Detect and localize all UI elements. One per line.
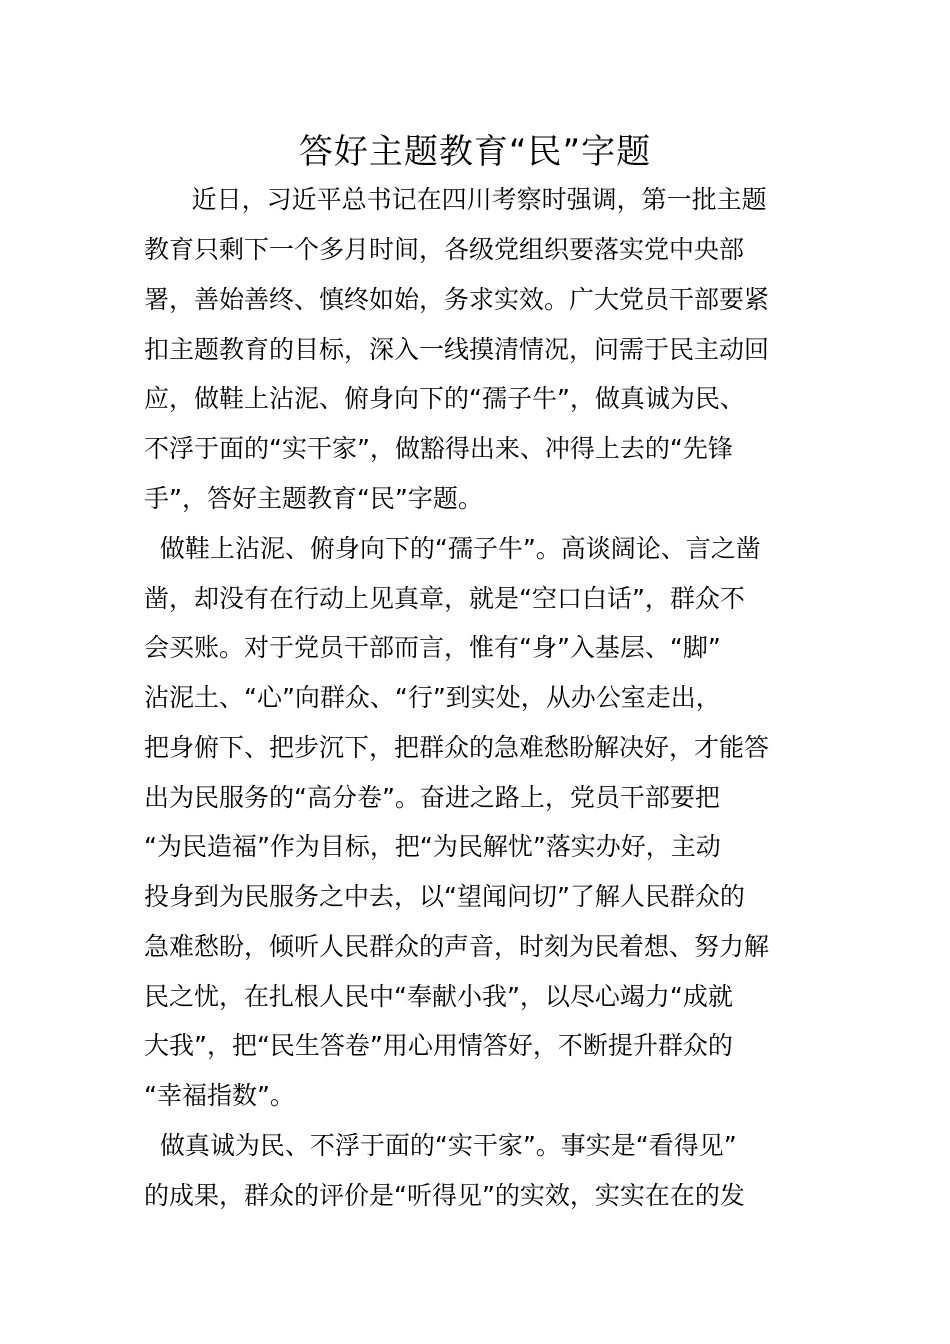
- text-line: 做真诚为民、不浮于面的“实干家”。事实是“看得见”: [144, 1131, 737, 1160]
- text-line: 会买账。对于党员干部而言，惟有“身”入基层、“脚”: [144, 633, 721, 662]
- text-line: 凿，却没有在行动上见真章，就是“空口白话”，群众不: [144, 584, 745, 613]
- text-line: 不浮于面的“实干家”，做豁得出来、冲得上去的“先锋: [144, 434, 733, 463]
- text-line: 大我”，把“民生答卷”用心用情答好，不断提升群众的: [144, 1031, 733, 1060]
- text-line: 应，做鞋上沾泥、俯身向下的“孺子牛”，做真诚为民、: [144, 384, 745, 413]
- text-line: “为民造福”作为目标，把“为民解忧”落实办好，主动: [144, 832, 721, 861]
- text-line: 扣主题教育的目标，深入一线摸清情况，问需于民主动回: [144, 335, 770, 364]
- document-title: 答好主题教育“民”字题: [298, 132, 652, 172]
- text-line: 把身俯下、把步沉下，把群众的急难愁盼解决好，才能答: [144, 733, 770, 762]
- text-line: 投身到为民服务之中去，以“望闻问切”了解人民群众的: [144, 882, 745, 911]
- text-line: “幸福指数”。: [144, 1081, 295, 1110]
- text-line: 署，善始善终、慎终如始，务求实效。广大党员干部要紧: [144, 285, 770, 314]
- text-line: 民之忧，在扎根人民中“奉献小我”，以尽心竭力“成就: [144, 982, 733, 1011]
- text-line: 沾泥土、“心”向群众、“行”到实处，从办公室走出，: [144, 683, 721, 712]
- text-line: 手”，答好主题教育“民”字题。: [144, 484, 483, 513]
- text-line: 教育只剩下一个多月时间，各级党组织要落实党中央部: [144, 235, 745, 264]
- text-line: 的成果，群众的评价是“听得见”的实效，实实在在的发: [144, 1181, 745, 1210]
- text-line: 出为民服务的“高分卷”。奋进之路上，党员干部要把: [144, 783, 720, 812]
- text-line: 近日，习近平总书记在四川考察时强调，第一批主题: [144, 185, 767, 214]
- text-line: 急难愁盼，倾听人民群众的声音，时刻为民着想、努力解: [144, 932, 770, 961]
- text-line: 做鞋上沾泥、俯身向下的“孺子牛”。高谈阔论、言之凿: [144, 534, 761, 563]
